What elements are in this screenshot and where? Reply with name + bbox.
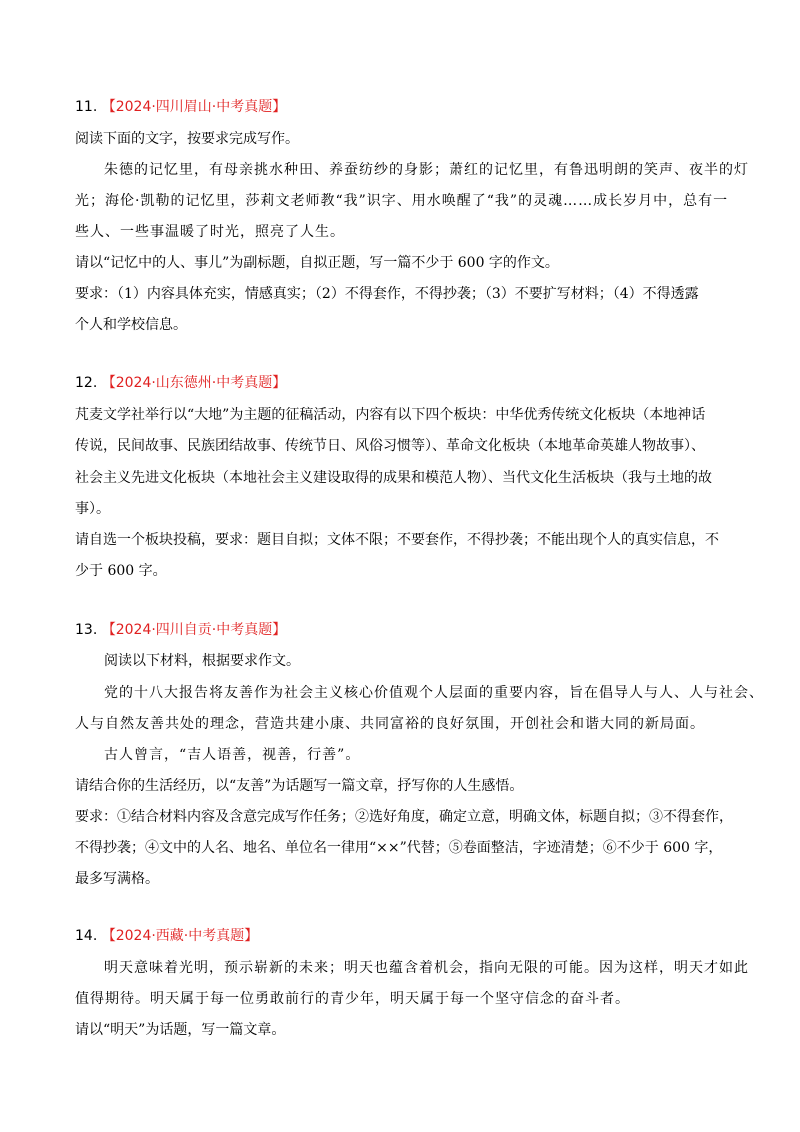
q12-heading — [75, 373, 286, 393]
q11-task: 请以“记忆中的人、事儿”为副标题，自拟正题，写一篇不少于 600 字的作文。 — [75, 255, 559, 271]
q14-material-line-2: 值得期待。明天属于每一位勇敢前行的青少年，明天属于每一个坚守信念的奋斗者。 — [75, 991, 630, 1007]
q13-number: 13. — [75, 622, 98, 638]
q11-material-line-3: 些人、一些事温暖了时光，照亮了人生。 — [75, 224, 345, 240]
q14-source-tag: 【2024·西藏·中考真题】 — [101, 928, 259, 944]
q13-requirements-line-1: 要求：①结合材料内容及含意完成写作任务；②选好角度，确定立意，明确文体，标题自拟；③不得套作， — [75, 809, 733, 825]
q12-task-line-2: 少于 600 字。 — [75, 563, 167, 579]
q13-material-line-2: 人与自然友善共处的理念，营造共建小康、共同富裕的良好氛围，开创社会和谐大同的新局面。 — [75, 716, 705, 732]
q12-source-tag: 【2024·山东德州·中考真题】 — [101, 375, 287, 391]
q14-heading — [75, 926, 258, 946]
q13-heading — [75, 620, 286, 640]
q13-source-tag: 【2024·四川自贡·中考真题】 — [101, 622, 287, 638]
q11-intro: 阅读下面的文字，按要求完成写作。 — [75, 131, 299, 147]
q14-task: 请以“明天”为话题，写一篇文章。 — [75, 1022, 286, 1038]
q11-heading — [75, 97, 286, 117]
q11-requirements-line-2: 个人和学校信息。 — [75, 317, 187, 333]
q13-task: 请结合你的生活经历，以“友善”为话题写一篇文章，抒写你的人生感悟。 — [75, 778, 524, 794]
q11-requirements-line-1: 要求：（1）内容具体充实，情感真实；（2）不得套作，不得抄袭；（3）不要扩写材料；（4）不得透露 — [75, 286, 699, 302]
q12-number: 12. — [75, 375, 98, 391]
q13-intro: 阅读以下材料，根据要求作文。 — [104, 653, 300, 669]
q13-material-line-3: 古人曾言，“吉人语善，视善，行善”。 — [104, 747, 361, 763]
q13-requirements-line-2: 不得抄袭；④文中的人名、地名、单位名一律用“××”代替；⑤卷面整洁，字迹清楚；⑥不少于 600 字， — [75, 840, 723, 856]
q11-source-tag: 【2024·四川眉山·中考真题】 — [101, 99, 287, 115]
q12-material-line-4: 事）。 — [75, 501, 110, 517]
q11-material-line-2: 光；海伦·凯勒的记忆里，莎莉文老师教“我”识字、用水唤醒了“我”的灵魂……成长岁月中，总有一 — [75, 193, 729, 209]
q12-task-line-1: 请自选一个板块投稿，要求：题目自拟；文体不限；不要套作，不得抄袭；不能出现个人的真实信息，不 — [75, 532, 719, 548]
q14-number: 14. — [75, 928, 98, 944]
q12-material-line-1: 芃麦文学社举行以“大地”为主题的征稿活动，内容有以下四个板块：中华优秀传统文化板块（本地神话 — [75, 407, 706, 423]
q14-material-line-1: 明天意味着光明，预示崭新的未来；明天也蕴含着机会，指向无限的可能。因为这样，明天才如此 — [104, 960, 749, 976]
q11-number: 11. — [75, 99, 98, 115]
q13-requirements-line-3: 最多写满格。 — [75, 871, 159, 887]
q12-material-line-3: 社会主义先进文化板块（本地社会主义建设取得的成果和模范人物）、当代文化生活板块（我与土地的故 — [75, 470, 712, 486]
q11-material-line-1: 朱德的记忆里，有母亲挑水种田、养蚕纺纱的身影；萧红的记忆里，有鲁迅明朗的笑声、夜半的灯 — [104, 162, 749, 178]
q13-material-line-1: 党的十八大报告将友善作为社会主义核心价值观个人层面的重要内容，旨在倡导人与人、人与社会、 — [104, 685, 764, 701]
q12-material-line-2: 传说，民间故事、民族团结故事、传统节日、风俗习惯等）、革命文化板块（本地革命英雄人物故事）、 — [75, 438, 705, 454]
